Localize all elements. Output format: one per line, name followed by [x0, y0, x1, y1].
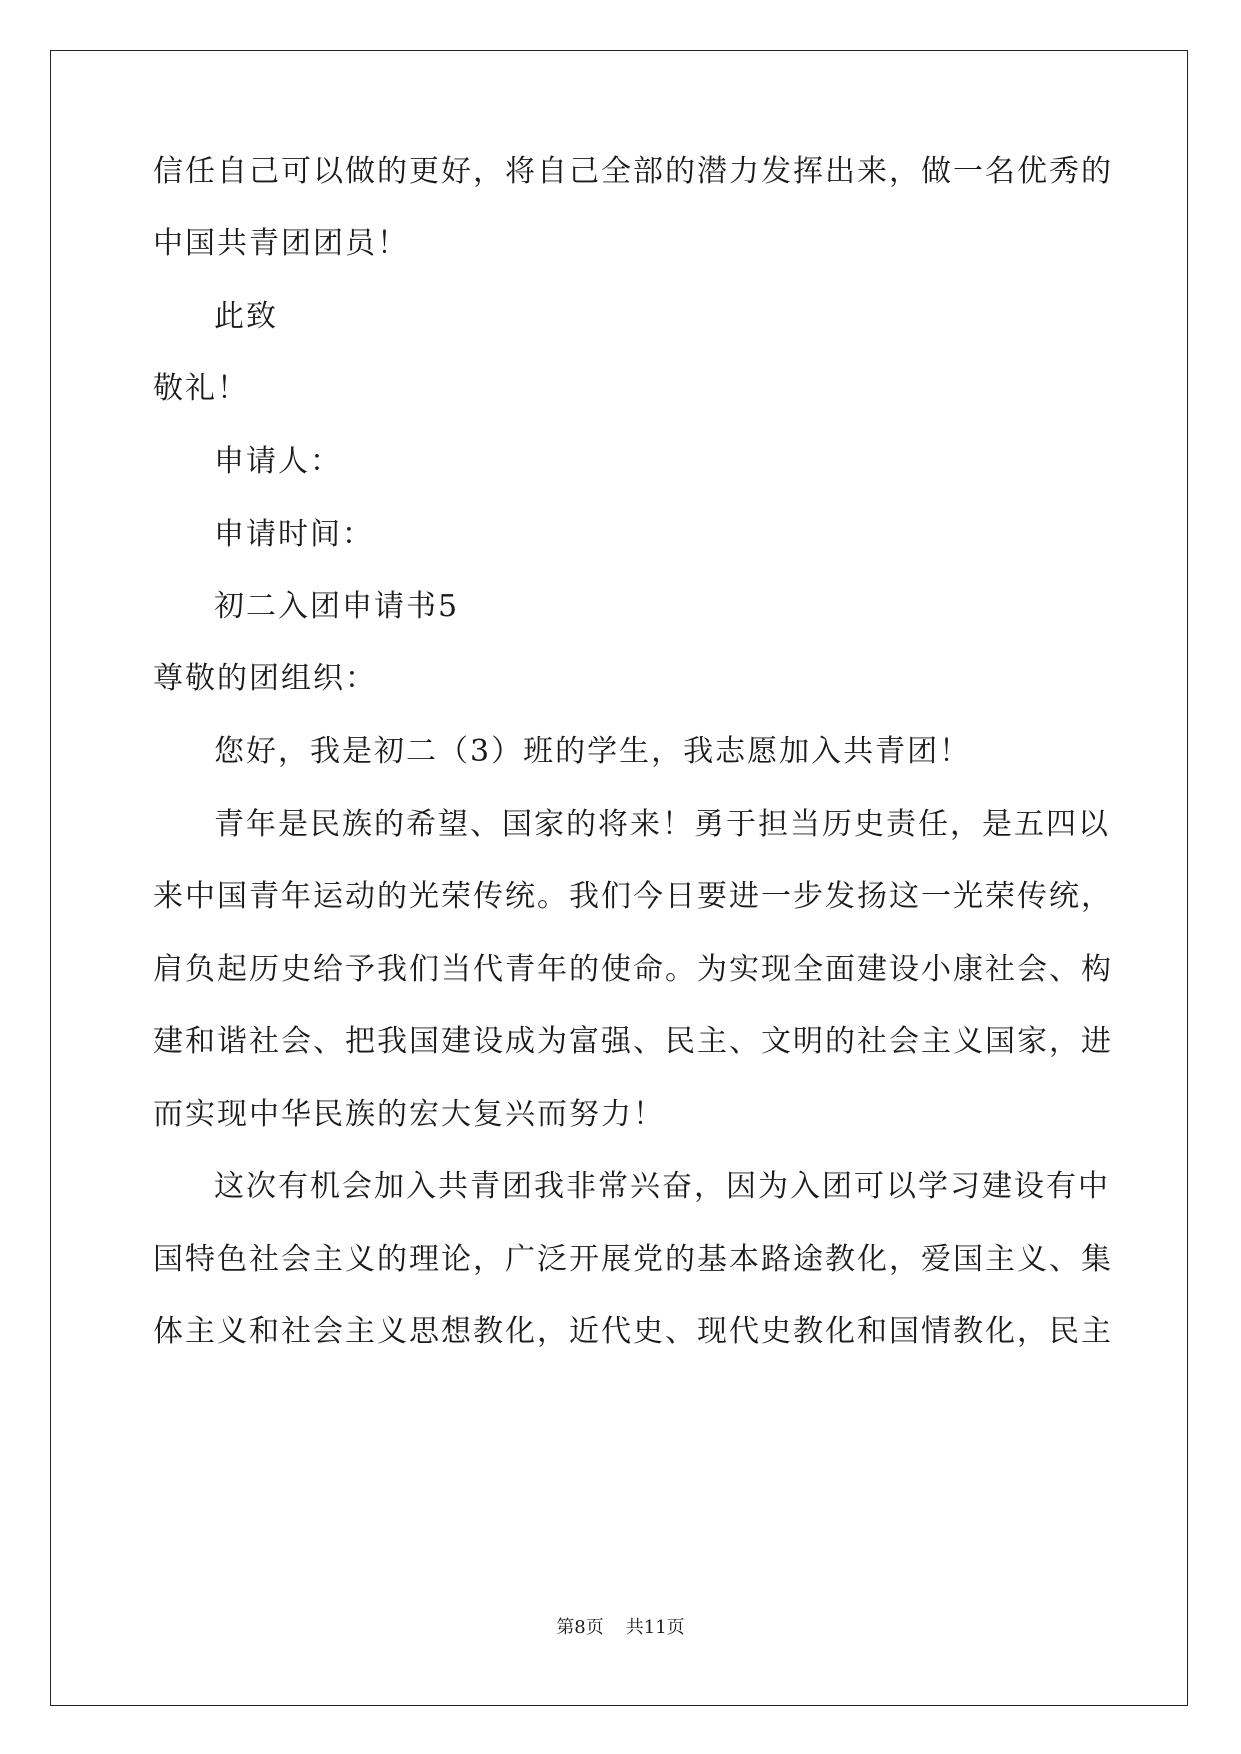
page-footer — [0, 1616, 1241, 1640]
body-line-1: 信任自己可以做的更好，将自己全部的潜力发挥出来，做一名优秀的 — [153, 154, 1113, 189]
body-line-p2-5: 而实现中华民族的宏大复兴而努力！ — [153, 1097, 665, 1132]
closing-salutation: 此致 — [214, 299, 278, 334]
body-line-p3-2: 国特色社会主义的理论，广泛开展党的基本路途教化，爱国主义、集 — [153, 1242, 1113, 1277]
body-line-p2-4: 建和谐社会、把我国建设成为富强、民主、文明的社会主义国家，进 — [153, 1024, 1113, 1059]
body-line-p2-1: 青年是民族的希望、国家的将来！勇于担当历史责任，是五四以 — [214, 807, 1110, 842]
application-date-label: 申请时间： — [214, 517, 374, 552]
page-total: 共11页 — [625, 1617, 685, 1638]
body-line-p3-3: 体主义和社会主义思想教化，近代史、现代史教化和国情教化，民主 — [153, 1314, 1113, 1349]
body-line-p2-3: 肩负起历史给予我们当代青年的使命。为实现全面建设小康社会、构 — [153, 952, 1113, 987]
body-line-p3-1: 这次有机会加入共青团我非常兴奋，因为入团可以学习建设有中 — [214, 1169, 1110, 1204]
section-title: 初二入团申请书5 — [214, 589, 460, 624]
closing-respect: 敬礼！ — [153, 371, 249, 406]
page-number: 第8页 — [556, 1617, 604, 1638]
body-line-2: 中国共青团团员！ — [153, 226, 409, 261]
body-line-p2-2: 来中国青年运动的光荣传统。我们今日要进一步发扬这一光荣传统， — [153, 879, 1113, 914]
applicant-label: 申请人： — [214, 444, 342, 479]
greeting: 尊敬的团组织： — [153, 661, 377, 696]
body-line-intro: 您好，我是初二（3）班的学生，我志愿加入共青团！ — [214, 734, 972, 769]
